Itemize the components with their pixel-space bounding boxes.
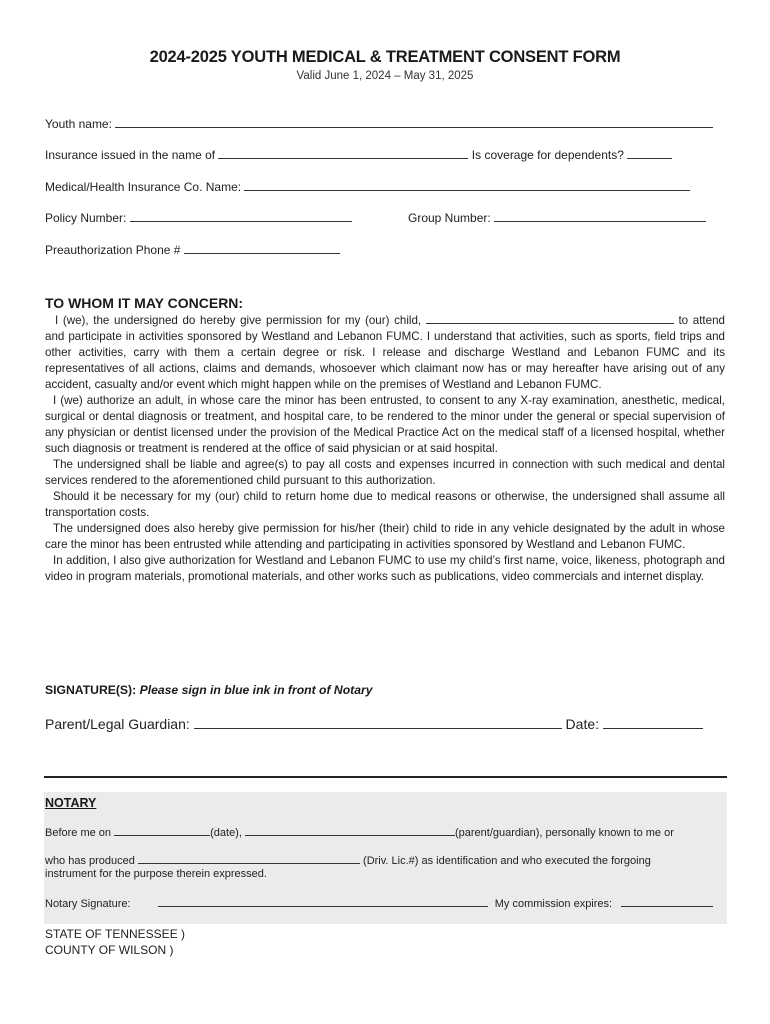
state-line: STATE OF TENNESSEE )	[45, 927, 186, 941]
preauth-phone-line[interactable]	[184, 243, 340, 254]
preauth-phone-field[interactable]	[45, 243, 340, 257]
commission-label: My commission expires:	[494, 898, 613, 910]
notary-signature-row	[45, 896, 725, 910]
consent-body	[45, 313, 725, 585]
insurance-name-line[interactable]	[218, 148, 468, 159]
preauth-phone-label: Preauthorization Phone #	[45, 243, 181, 257]
concern-heading: TO WHOM IT MAY CONCERN:	[45, 295, 244, 311]
consent-paragraph-5: The undersigned does also hereby give permission for his/her (their) child to ride in any vehicle designated by the adult in whose care the minor has been entrusted while attending and participating in activities sponsored by Westland and Lebanon FUMC.	[45, 522, 725, 551]
consent-paragraph-1	[45, 313, 725, 393]
id-produced-line[interactable]	[138, 853, 360, 864]
before-me-label: Before me on	[45, 827, 112, 839]
notary-line-2	[45, 853, 725, 867]
who-produced-label: who has produced	[45, 855, 135, 867]
notary-line-1	[45, 825, 725, 839]
consent-p1-rest: to attend and participate in activities sponsored by Westland and Lebanon FUMC. I understand that activities, such as sports, field trips and other activities, carry with them a certain degree or risk. I release and discharge Westland and Lebanon FUMC and its representatives of all actions, claims and demands, whosoever which claimant now has or may hereafter have arising out of any accident, casualty and/or event which might happen while on the premises of Westland and Lebanon FUMC.	[45, 314, 725, 391]
driv-lic-label: (Driv. Lic.#) as identification and who executed the forgoing	[363, 855, 651, 867]
signature-heading	[45, 683, 373, 697]
group-number-label: Group Number:	[408, 211, 491, 225]
validity-period: Valid June 1, 2024 – May 31, 2025	[296, 70, 474, 82]
notary-date-line[interactable]	[114, 825, 210, 836]
consent-paragraph-3: The undersigned shall be liable and agree(s) to pay all costs and expenses incurred in connection with such medical and dental services rendered to the aforementioned child pursuant to this authorization.	[45, 458, 725, 487]
signature-date-line[interactable]	[603, 716, 703, 729]
consent-p1-start: I (we), the undersigned do hereby give permission for my (our) child,	[55, 314, 422, 327]
venue-block	[45, 926, 185, 958]
guardian-label: Parent/Legal Guardian:	[45, 716, 190, 732]
policy-number-line[interactable]	[130, 211, 352, 222]
parent-guardian-line[interactable]	[245, 825, 455, 836]
policy-number-label: Policy Number:	[45, 211, 127, 225]
notary-date-label: (date),	[210, 827, 242, 839]
youth-name-line[interactable]	[115, 117, 713, 128]
insurance-company-line[interactable]	[244, 180, 690, 191]
date-label: Date:	[565, 716, 600, 732]
notary-signature-label: Notary Signature:	[45, 898, 131, 910]
county-line: COUNTY OF WILSON )	[45, 943, 174, 957]
youth-name-label: Youth name:	[45, 117, 112, 131]
consent-paragraph-6: In addition, I also give authorization for Westland and Lebanon FUMC to use my child’s first name, voice, likeness, photograph and video in program materials, promotional materials, and other works such as publications, video commercials and internet display.	[45, 554, 725, 583]
section-divider	[44, 776, 727, 778]
guardian-signature-field[interactable]	[45, 716, 703, 732]
insurance-company-field[interactable]	[45, 180, 690, 194]
notary-title: NOTARY	[45, 796, 97, 810]
insurance-company-label: Medical/Health Insurance Co. Name:	[45, 180, 242, 194]
group-number-field[interactable]	[408, 211, 706, 225]
signature-label: SIGNATURE(S):	[45, 683, 137, 697]
child-name-line[interactable]	[426, 313, 674, 324]
insurance-name-field[interactable]	[45, 148, 672, 162]
notary-line-3: instrument for the purpose therein expressed.	[45, 868, 267, 880]
parent-guardian-label: (parent/guardian), personally known to me or	[454, 827, 674, 839]
insurance-name-label: Insurance issued in the name of	[45, 148, 216, 162]
consent-paragraph-2: I (we) authorize an adult, in whose care the minor has been entrusted, to consent to any X-ray examination, anesthetic, medical, surgical or dental diagnosis or treatment, and hospital care, to be rendered to the minor under the general or special supervision of any physician or dentist licensed under the provision of the Medical Practice Act on the medical staff of a licensed hospital, whether such diagnosis or treatment is rendered at the office of said physician or at said hospital.	[45, 394, 725, 455]
consent-paragraph-4: Should it be necessary for my (our) child to return home due to medical reasons or otherwise, the undersigned shall assume all transportation costs.	[45, 490, 725, 519]
group-number-line[interactable]	[494, 211, 706, 222]
signature-instruction: Please sign in blue ink in front of Notary	[139, 683, 373, 697]
notary-signature-line[interactable]	[158, 896, 488, 907]
form-title: 2024-2025 YOUTH MEDICAL & TREATMENT CONSENT FORM	[149, 48, 621, 66]
policy-number-field[interactable]	[45, 211, 352, 225]
guardian-signature-line[interactable]	[194, 716, 562, 729]
coverage-dependents-line[interactable]	[627, 148, 672, 159]
youth-name-field[interactable]	[45, 117, 713, 131]
commission-expires-line[interactable]	[621, 896, 713, 907]
coverage-dependents-label: Is coverage for dependents?	[471, 148, 624, 162]
